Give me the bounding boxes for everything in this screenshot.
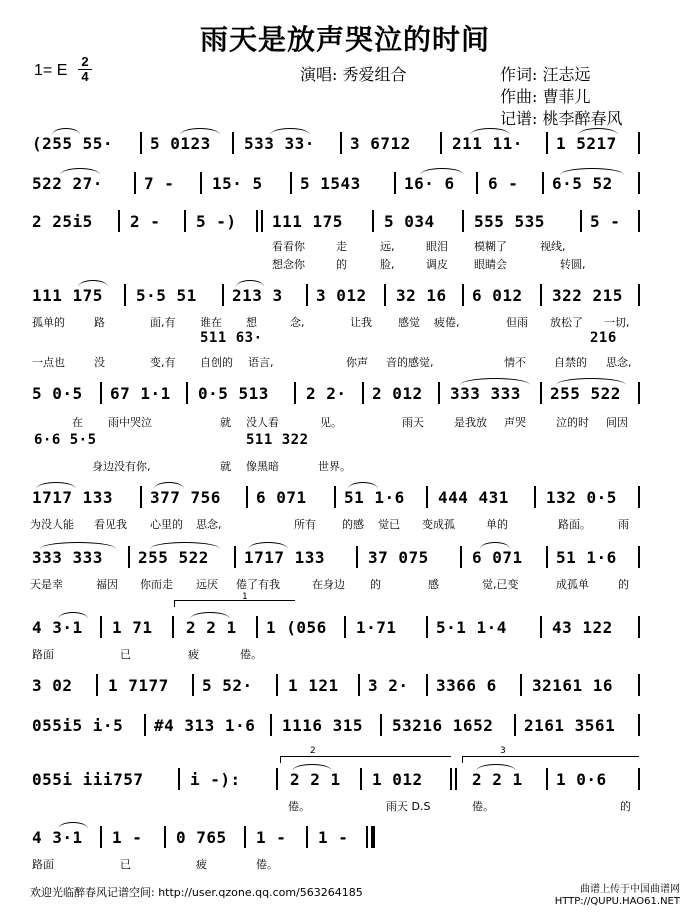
lyric: 见。 [320,416,342,429]
lyric: 倦。 [256,858,278,871]
lyric: 感 [428,578,439,591]
watermark-text: 曲谱上传于中国曲谱网 [580,884,680,895]
lyric: 你而走 [140,578,173,591]
score-row-9 [0,676,684,698]
score-row-11 [0,770,684,792]
score-row-4 [0,286,684,308]
measure: 0 765 [176,828,227,847]
lyric: 眼泪 [426,240,448,253]
lyric: 变,有 [150,356,176,369]
measure: 5 0123 [150,134,211,153]
lyric: 倦。 [288,800,310,813]
measure: 5 034 [384,212,435,231]
measure: 5·1 1·4 [436,618,507,637]
lyric: 路面 [32,648,54,661]
measure: 213 3 [232,286,283,305]
lyric: 倦了有我 [236,578,280,591]
lyric: 的 [618,578,629,591]
score-row-6 [0,488,684,510]
lyric: 福因 [96,578,118,591]
measure: 555 535 [474,212,545,231]
lyric: 成孤单 [556,578,589,591]
measure: 32161 16 [532,676,614,695]
lyric: 一点也 [32,356,65,369]
measure: 6·5 52 [552,174,613,193]
composer-credit: 作曲: 曹菲儿 [500,87,591,106]
alt-measure: 6·6 5·5 [34,432,97,448]
lyric: 是我放 [454,416,487,429]
measure: 3 02 [32,676,73,695]
lyric: 雨天 [402,416,424,429]
measure: 255 522 [138,548,209,567]
lyric: 雨天 D.S [386,800,431,813]
lyric: 远厌 [196,578,218,591]
measure: 5·5 51 [136,286,197,305]
measure: 3 012 [316,286,367,305]
measure: 111 175 [272,212,343,231]
lyric: 但雨 [506,316,528,329]
measure: 6 071 [472,548,523,567]
lyric: 没 [94,356,105,369]
measure: 2 2 1 [186,618,237,637]
measure: 5 0·5 [32,384,83,403]
alt-notes [0,432,684,454]
lyric: 看见我 [94,518,127,531]
song-title: 雨天是放声哭泣的时间 [200,23,491,56]
lyrics-line-2 [0,458,684,476]
measure: 333 333 [32,548,103,567]
lyrics-line [0,856,684,874]
watermark [555,884,680,908]
measure: 322 215 [552,286,623,305]
measure: 2 25i5 [32,212,93,231]
measure: 5 -) [196,212,237,231]
lyric: 路面 [32,858,54,871]
measure: 1717 133 [32,488,114,507]
measure: i -): [190,770,241,789]
lyric: 世界。 [318,460,351,473]
lyric: 已 [120,858,131,871]
measure: 7 - [144,174,175,193]
lyric: 思念, [606,356,632,369]
measure: 055i iii757 [32,770,144,789]
lyrics-line [0,414,684,432]
lyric: 音的感觉, [386,356,434,369]
lyric: 的 [370,578,381,591]
volta-3: 3 [500,746,506,756]
lyric: 变成孤 [422,518,455,531]
lyric: 天是幸 [30,578,63,591]
measure: 1 0·6 [556,770,607,789]
lyric: 像黑暗 [246,460,279,473]
time-signature-top: 2 [81,54,89,69]
measure: 6 071 [256,488,307,507]
lyrics-line [0,798,684,816]
measure: 5 52· [202,676,253,695]
volta-2: 2 [310,746,316,756]
measure: 377 756 [150,488,221,507]
measure: 4 3·1 [32,828,83,847]
measure: 16· 6 [404,174,455,193]
alt-measure: 216 [590,330,617,346]
score-row-2 [0,174,684,196]
lyric: 已 [120,648,131,661]
lyric: 单的 [486,518,508,531]
lyric: 倦。 [240,648,262,661]
measure: 1 71 [112,618,153,637]
lyric: 视线, [540,240,566,253]
lyric: 疲 [196,858,207,871]
measure: 2 2 1 [472,770,523,789]
lyric: 想 [246,316,257,329]
lyric: 在 [72,416,83,429]
lyric: 身边没有你, [92,460,151,473]
singer-credit: 演唱: 秀爱组合 [300,65,407,84]
lyric: 所有 [294,518,316,531]
footer-credit: 欢迎光临醉春风记谱空间: http://user.qzone.qq.com/563264185 [30,886,363,899]
transcriber-credit: 记谱: 桃李醉春风 [500,109,623,128]
measure: 0·5 513 [198,384,269,403]
lyric: 调皮 [426,258,448,271]
measure: 111 175 [32,286,103,305]
lyric: 情不 [504,356,526,369]
measure: 32 16 [396,286,447,305]
measure: 43 122 [552,618,613,637]
measure: 15· 5 [212,174,263,193]
lyric: 模糊了 [474,240,507,253]
measure: 1717 133 [244,548,326,567]
lyric: 的 [620,800,631,813]
lyric: 自禁的 [554,356,587,369]
measure: 2 012 [372,384,423,403]
measure: 3366 6 [436,676,497,695]
lyric: 走 [336,240,347,253]
measure: #4 313 1·6 [154,716,256,735]
lyric: 念, [290,316,305,329]
measure: 5 - [590,212,621,231]
lyric: 觉,已变 [482,578,519,591]
score-row-7 [0,548,684,570]
lyric: 感觉 [398,316,420,329]
lyric: 路 [94,316,105,329]
lyrics-line [0,646,684,664]
measure: 6 012 [472,286,523,305]
measure: 055i5 i·5 [32,716,124,735]
lyric: 雨中哭泣 [108,416,152,429]
measure: 2 2 1 [290,770,341,789]
lyric: 的 [336,258,347,271]
key-signature: 1= E [34,62,68,79]
measure: 2161 3561 [524,716,616,735]
lyric: 面,有 [150,316,176,329]
lyric: 眼睛会 [474,258,507,271]
measure: 255 522 [550,384,621,403]
measure: 1 012 [372,770,423,789]
measure: 2 2· [306,384,347,403]
lyric: 疲 [188,648,199,661]
measure: 37 075 [368,548,429,567]
lyric: 你声 [346,356,368,369]
measure: 3 6712 [350,134,411,153]
lyric: 转圆, [560,258,586,271]
lyric: 一切, [604,316,630,329]
lyric: 看看你 [272,240,305,253]
time-signature-bottom: 4 [81,69,89,84]
measure: 1 5217 [556,134,617,153]
lyric: 自创的 [200,356,233,369]
lyric: 语言, [248,356,274,369]
lyric: 泣的时 [556,416,589,429]
measure: 2 - [130,212,161,231]
measure: 4 3·1 [32,618,83,637]
alt-measure: 511 63· [200,330,263,346]
lyric: 觉已 [378,518,400,531]
score-row-10 [0,716,684,738]
lyric: 就 [220,416,231,429]
measure: 5 1543 [300,174,361,193]
measure: 67 1·1 [110,384,171,403]
measure: 132 0·5 [546,488,617,507]
lyric: 心里的 [150,518,183,531]
lyric: 脸, [380,258,395,271]
lyric: 没人看 [246,416,279,429]
lyric: 谁在 [200,316,222,329]
lyrics-line [0,354,684,372]
measure: 533 33· [244,134,315,153]
measure: 1116 315 [282,716,364,735]
lyric: 间因 [606,416,628,429]
score-row-12 [0,828,684,850]
measure: 1 121 [288,676,339,695]
measure: 3 2· [368,676,409,695]
score-row-3 [0,212,684,234]
lyrics-line [0,516,684,534]
measure: 444 431 [438,488,509,507]
alt-notes [0,330,684,352]
lyric: 思念, [196,518,222,531]
lyric: 在身边 [312,578,345,591]
lyric: 为没人能 [30,518,74,531]
lyrics-line [0,238,684,256]
measure: 51 1·6 [556,548,617,567]
measure: (255 55· [32,134,114,153]
measure: 1 - [318,828,349,847]
alt-measure: 511 322 [246,432,309,448]
measure: 522 27· [32,174,103,193]
lyrics-line-2 [0,256,684,274]
score-row-8 [0,618,684,640]
measure: 211 11· [452,134,523,153]
lyric: 雨 [618,518,629,531]
watermark-url: HTTP://QUPU.HAO61.NET [554,896,680,907]
measure: 1·71 [356,618,397,637]
lyric: 疲倦, [434,316,460,329]
measure: 1 - [112,828,143,847]
lyric: 放松了 [550,316,583,329]
lyric: 声哭 [504,416,526,429]
lyric: 倦。 [472,800,494,813]
measure: 1 - [256,828,287,847]
lyric: 的感 [342,518,364,531]
measure: 1 7177 [108,676,169,695]
measure: 51 1·6 [344,488,405,507]
measure: 1 (056 [266,618,327,637]
lyric: 让我 [350,316,372,329]
lyricist-credit: 作词: 汪志远 [500,65,591,84]
measure: 53216 1652 [392,716,494,735]
lyric: 远, [380,240,395,253]
time-signature [78,56,92,83]
lyric: 就 [220,460,231,473]
lyric: 路面。 [558,518,591,531]
volta-1: 1 [242,592,248,602]
measure: 6 - [488,174,519,193]
lyric: 孤单的 [32,316,65,329]
measure: 333 333 [450,384,521,403]
score-row-1 [0,134,684,156]
lyrics-line [0,576,684,594]
lyric: 想念你 [272,258,305,271]
score-row-5 [0,384,684,406]
